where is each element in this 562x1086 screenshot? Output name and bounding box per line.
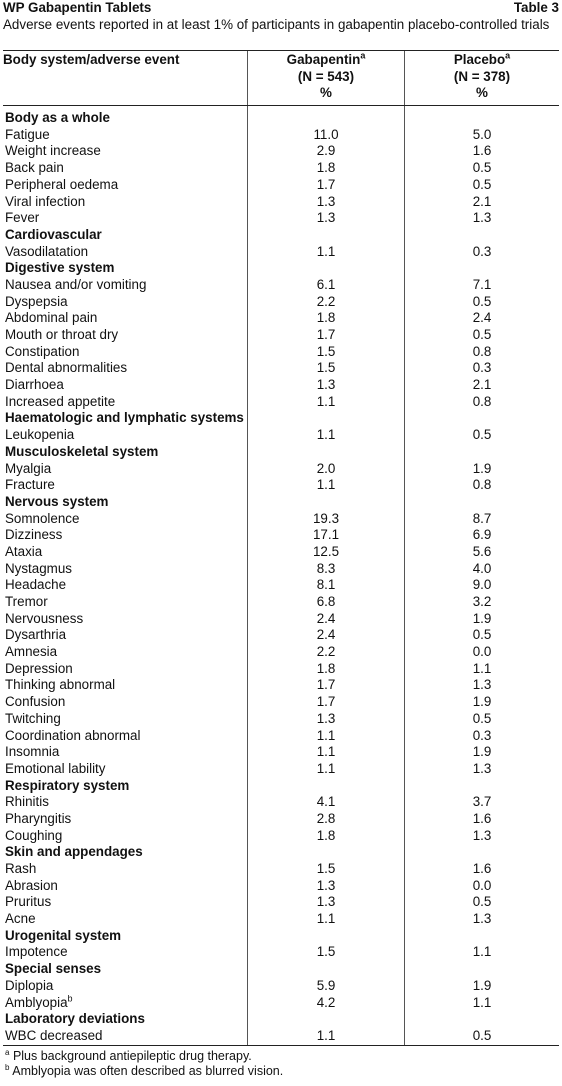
event-label [3,327,247,344]
empty-cell [248,260,404,277]
event-label [3,394,247,411]
event-label [3,577,247,594]
empty-cell [248,110,404,127]
event-name: Fracture [5,477,55,493]
event-label [3,811,247,828]
header-placebo [404,51,559,105]
placebo-value: 1.3 [472,677,492,693]
header-event: Body system/adverse event [3,52,180,68]
placebo-value: 1.6 [472,810,492,826]
event-footnote-mark: b [67,993,73,1004]
event-name: Nervousness [5,610,84,626]
placebo-value: 1.1 [472,994,492,1010]
event-label [3,761,247,778]
placebo-value: 2.1 [472,193,492,209]
placebo-value: 0.5 [472,427,492,443]
event-name: Somnolence [5,510,80,526]
event-label [3,911,247,928]
placebo-value: 0.5 [472,327,492,343]
header-gabapentin-name: Gabapentin [286,52,361,68]
event-name: Peripheral oedema [5,176,119,192]
group-heading: Haematologic and lymphatic systems [5,410,244,426]
gabapentin-value: 11.0 [313,126,339,142]
placebo-value: 3.7 [472,794,492,810]
gabapentin-value: 1.5 [316,343,336,359]
event-label [3,894,247,911]
placebo-value: 0.0 [472,644,492,660]
event-name: Abrasion [5,877,58,893]
header-placebo-n: (N = 378) [453,68,511,84]
gabapentin-value: 8.1 [316,577,336,593]
event-column [3,106,247,1045]
placebo-value: 2.4 [472,310,492,326]
event-name: Dyspepsia [5,293,68,309]
gabapentin-value: 1.3 [316,894,336,910]
event-label [3,644,247,661]
footnote [3,1064,559,1080]
placebo-value: 1.3 [472,760,492,776]
empty-cell [248,778,404,795]
title-row [3,0,559,17]
event-name: Ataxia [5,543,43,559]
event-label [3,728,247,745]
event-name: Dental abnormalities [5,360,128,376]
footnote-text: Amblyopia was often described as blurred vision. [12,1064,284,1079]
empty-cell [248,844,404,861]
event-label [3,294,247,311]
event-label [3,160,247,177]
gabapentin-value: 1.7 [316,176,336,192]
gabapentin-value: 1.1 [316,393,336,409]
empty-cell [248,1011,404,1028]
event-label [3,360,247,377]
header-gabapentin [247,51,404,105]
event-name: Thinking abnormal [5,677,116,693]
gabapentin-value: 8.3 [316,560,336,576]
group-heading: Body as a whole [5,110,110,126]
empty-cell [248,444,404,461]
placebo-value: 8.7 [472,510,492,526]
event-label [3,661,247,678]
event-label [3,310,247,327]
event-label [3,828,247,845]
event-label [3,944,247,961]
placebo-value: 0.8 [472,393,492,409]
event-label [3,995,247,1012]
placebo-value: 1.1 [472,660,492,676]
event-label [3,210,247,227]
gabapentin-value: 1.1 [316,744,336,760]
event-label [3,177,247,194]
group-heading: Digestive system [5,260,115,276]
event-label [3,561,247,578]
event-name: Acne [5,911,36,927]
event-label [3,677,247,694]
group-heading: Nervous system [5,493,109,509]
event-label [3,744,247,761]
gabapentin-value: 6.8 [316,594,336,610]
gabapentin-value: 2.2 [316,293,336,309]
gabapentin-value: 1.1 [316,427,336,443]
empty-cell [248,928,404,945]
event-name: Nausea and/or vomiting [5,276,147,292]
event-name: Amblyopia [5,994,68,1010]
gabapentin-value: 5.9 [316,977,336,993]
gabapentin-value: 1.7 [316,694,336,710]
gabapentin-value: 2.4 [316,610,336,626]
empty-cell [405,410,559,427]
gabapentin-value: 2.8 [316,810,336,826]
gabapentin-value: 1.1 [316,243,336,259]
table-body [3,106,559,1045]
header-placebo-name: Placebo [453,52,506,68]
placebo-value: 0.5 [472,710,492,726]
event-name: Fever [5,210,40,226]
empty-cell [405,844,559,861]
placebo-value: 0.3 [472,360,492,376]
event-name: Emotional lability [5,760,106,776]
event-label [3,527,247,544]
empty-cell [405,260,559,277]
gabapentin-value: 1.8 [316,660,336,676]
event-label [3,477,247,494]
placebo-value: 3.2 [472,594,492,610]
gabapentin-column [247,106,404,1045]
event-label [3,143,247,160]
placebo-value: 4.0 [472,560,492,576]
gabapentin-value: 2.4 [316,627,336,643]
document-title: WP Gabapentin Tablets [3,0,152,15]
event-name: Nystagmus [5,560,72,576]
document [3,0,559,1080]
event-name: Tremor [5,594,48,610]
event-name: Rhinitis [5,794,49,810]
event-label [3,377,247,394]
placebo-value: 9.0 [472,577,492,593]
event-label [3,511,247,528]
event-label [3,694,247,711]
event-label [3,878,247,895]
event-label [3,127,247,144]
placebo-value: 1.9 [472,694,492,710]
placebo-value: 1.1 [472,944,492,960]
event-label [3,611,247,628]
gabapentin-value: 1.3 [316,193,336,209]
gabapentin-value: 1.3 [316,877,336,893]
event-name: Depression [5,660,73,676]
event-name: Mouth or throat dry [5,327,119,343]
event-label [3,544,247,561]
empty-cell [405,227,559,244]
group-heading: Special senses [5,961,102,977]
placebo-column [404,106,559,1045]
group-heading: Skin and appendages [5,844,143,860]
event-label [3,794,247,811]
event-label [3,427,247,444]
gabapentin-value: 1.5 [316,360,336,376]
gabapentin-value: 1.5 [316,861,336,877]
placebo-value: 0.0 [472,877,492,893]
group-heading: Respiratory system [5,777,130,793]
event-name: Coordination abnormal [5,727,141,743]
placebo-value: 2.1 [472,377,492,393]
placebo-value: 5.6 [472,543,492,559]
gabapentin-value: 1.3 [316,710,336,726]
placebo-value: 1.3 [472,827,492,843]
group-heading: Urogenital system [5,927,122,943]
gabapentin-value: 12.5 [312,543,340,559]
placebo-value: 6.9 [472,527,492,543]
event-name: WBC decreased [5,1027,103,1043]
header-gabapentin-sup: a [360,50,366,61]
event-name: Impotence [5,944,68,960]
footnote-mark: b [5,1062,10,1072]
placebo-value: 1.9 [472,610,492,626]
empty-cell [405,961,559,978]
empty-cell [405,778,559,795]
empty-cell [405,1011,559,1028]
placebo-value: 1.9 [472,744,492,760]
gabapentin-value: 1.5 [316,944,336,960]
gabapentin-value: 19.3 [312,510,340,526]
gabapentin-value: 17.1 [312,527,340,543]
event-name: Pruritus [5,894,52,910]
gabapentin-value: 1.1 [316,911,336,927]
gabapentin-value: 6.1 [316,276,336,292]
gabapentin-value: 1.1 [316,477,336,493]
empty-cell [248,494,404,511]
event-name: Leukopenia [5,427,75,443]
event-label [3,861,247,878]
placebo-value: 1.3 [472,911,492,927]
gabapentin-value: 2.9 [316,143,336,159]
gabapentin-value: 2.2 [316,644,336,660]
event-name: Abdominal pain [5,310,98,326]
gabapentin-value: 1.8 [316,310,336,326]
empty-cell [405,110,559,127]
event-name: Weight increase [5,143,101,159]
gabapentin-value: 1.3 [316,377,336,393]
empty-cell [405,494,559,511]
placebo-value: 0.5 [472,293,492,309]
header-gabapentin-n: (N = 543) [297,68,355,84]
gabapentin-value: 4.1 [316,794,336,810]
event-label [3,627,247,644]
placebo-value: 0.5 [472,160,492,176]
event-name: Viral infection [5,193,86,209]
event-name: Diarrhoea [5,377,64,393]
placebo-value: 0.8 [472,477,492,493]
empty-cell [405,928,559,945]
event-name: Dizziness [5,527,63,543]
event-label [3,344,247,361]
gabapentin-value: 1.8 [316,827,336,843]
event-name: Insomnia [5,744,60,760]
empty-cell [248,227,404,244]
placebo-value: 1.3 [472,210,492,226]
placebo-value: 0.5 [472,1027,492,1043]
footnote-text: Plus background antiepileptic drug therapy. [12,1048,252,1063]
placebo-value: 1.9 [472,977,492,993]
header-gabapentin-unit: % [320,85,332,101]
empty-cell [248,961,404,978]
event-label [3,277,247,294]
group-heading: Cardiovascular [5,226,102,242]
placebo-value: 0.5 [472,176,492,192]
table-caption: Adverse events reported in at least 1% of participants in gabapentin placebo-controlled trials [3,16,550,32]
event-label [3,461,247,478]
gabapentin-value: 1.7 [316,677,336,693]
event-name: Fatigue [5,126,50,142]
event-label [3,194,247,211]
gabapentin-value: 1.1 [316,760,336,776]
event-name: Coughing [5,827,63,843]
event-name: Confusion [5,694,66,710]
gabapentin-value: 1.1 [316,1027,336,1043]
table-header [3,51,559,105]
placebo-value: 5.0 [472,126,492,142]
event-name: Rash [5,861,37,877]
event-name: Vasodilatation [5,243,89,259]
header-placebo-sup: a [505,50,511,61]
event-name: Pharyngitis [5,810,72,826]
empty-cell [405,444,559,461]
event-name: Twitching [5,710,61,726]
event-name: Constipation [5,343,80,359]
placebo-value: 1.6 [472,861,492,877]
footnotes [3,1046,559,1080]
event-label [3,978,247,995]
group-heading: Musculoskeletal system [5,443,159,459]
gabapentin-value: 4.2 [316,994,336,1010]
placebo-value: 0.8 [472,343,492,359]
placebo-value: 0.5 [472,627,492,643]
event-name: Myalgia [5,460,52,476]
footnote [3,1049,559,1065]
gabapentin-value: 1.3 [316,210,336,226]
event-name: Amnesia [5,644,58,660]
event-label [3,711,247,728]
header-placebo-unit: % [476,85,488,101]
event-name: Increased appetite [5,393,116,409]
placebo-value: 1.6 [472,143,492,159]
event-name: Back pain [5,160,64,176]
event-name: Dysarthria [5,627,67,643]
gabapentin-value: 1.8 [316,160,336,176]
placebo-value: 0.3 [472,727,492,743]
event-name: Diplopia [5,977,54,993]
gabapentin-value: 1.7 [316,327,336,343]
placebo-value: 7.1 [472,276,492,292]
placebo-value: 0.3 [472,243,492,259]
event-label [3,244,247,261]
placebo-value: 1.9 [472,460,492,476]
group-heading: Laboratory deviations [5,1011,145,1027]
empty-cell [248,410,404,427]
placebo-value: 0.5 [472,894,492,910]
footnote-mark: a [5,1047,10,1057]
gabapentin-value: 2.0 [316,460,336,476]
event-label [3,1028,247,1045]
event-label [3,594,247,611]
event-name: Headache [5,577,67,593]
gabapentin-value: 1.1 [316,727,336,743]
table-number: Table 3 [513,0,559,15]
